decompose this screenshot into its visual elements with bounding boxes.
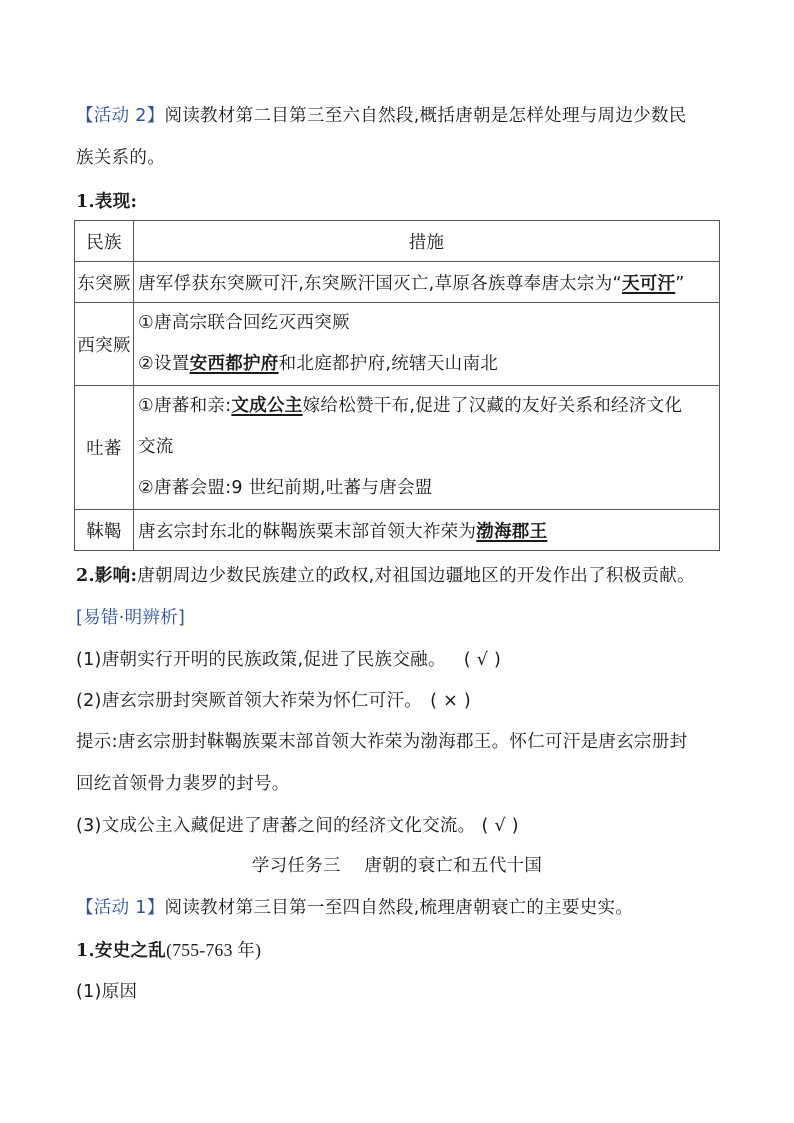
keyword: 天可汗 <box>621 273 676 294</box>
judge-mark: ( × ) <box>430 691 472 711</box>
measure-text: 唐玄宗封东北的靺鞨族粟末部首领大祚荣为 <box>138 521 477 542</box>
judge-title: [易错·明辨析] <box>76 608 186 628</box>
keyword: 渤海郡王 <box>476 521 548 542</box>
ethnic-cell: 靺鞨 <box>75 510 134 551</box>
activity1-line <box>76 895 633 921</box>
ethnic-cell: 西突厥 <box>75 303 134 386</box>
table-row <box>75 303 720 386</box>
measures-table <box>74 220 720 551</box>
section2-text: 唐朝周边少数民族建立的政权,对祖国边疆地区的开发作出了积极贡献。 <box>137 566 695 586</box>
hint-line1: 提示:唐玄宗册封靺鞨族粟末部首领大祚荣为渤海郡王。怀仁可汗是唐玄宗册封 <box>76 732 688 752</box>
table-row <box>75 510 720 551</box>
anshi-years: (755-763 年) <box>166 940 262 960</box>
measure-text: 唐军俘获东突厥可汗,东突厥汗国灭亡,草原各族尊奉唐太宗为“ <box>138 273 622 294</box>
header-ethnic: 民族 <box>75 221 134 262</box>
section1-title: 1.表现: <box>76 192 138 212</box>
measure-text: ②设置 <box>138 354 190 374</box>
measure-cell <box>134 303 720 386</box>
task3-title: 学习任务三 唐朝的衰亡和五代十国 <box>251 856 543 876</box>
measure-text-end: ” <box>675 273 685 294</box>
keyword: 文成公主 <box>231 396 303 416</box>
measure-line: ①唐高宗联合回纥灭西突厥 <box>138 313 350 333</box>
judge-item-1 <box>76 647 501 673</box>
judge-text: (2)唐玄宗册封突厥首领大祚荣为怀仁可汗。 <box>76 691 423 711</box>
measure-text: 和北庭都护府,统辖天山南北 <box>278 354 499 374</box>
measure-line: ②唐蕃会盟:9 世纪前期,吐蕃与唐会盟 <box>138 478 433 498</box>
judge-item-2 <box>76 688 471 714</box>
ethnic-cell: 吐蕃 <box>75 386 134 510</box>
header-measures: 措施 <box>134 221 720 262</box>
activity2-text-1: 阅读教材第二目第三至六自然段,概括唐朝是怎样处理与周边少数民 <box>164 106 687 126</box>
judge-item-3 <box>76 813 519 839</box>
activity1-label: 【活动 1】 <box>76 898 165 918</box>
activity2-line1 <box>76 103 687 129</box>
activity1-text: 阅读教材第三目第一至四自然段,梳理唐朝衰亡的主要史实。 <box>164 898 634 918</box>
judge-mark: ( √ ) <box>481 816 519 836</box>
cause-line: (1)原因 <box>76 982 138 1002</box>
activity2-label: 【活动 2】 <box>76 106 165 126</box>
judge-text: (1)唐朝实行开明的民族政策,促进了民族交融。 <box>76 650 446 670</box>
section2-label: 2.影响: <box>76 566 138 586</box>
measure-line <box>138 344 715 385</box>
judge-mark: ( √ ) <box>463 650 502 670</box>
anshi-line <box>76 937 261 964</box>
section2-line <box>76 563 695 589</box>
measure-text: 嫁给松赞干布,促进了汉藏的友好关系和经济文化 <box>302 396 683 416</box>
anshi-title: 1.安史之乱 <box>76 941 167 961</box>
keyword: 安西都护府 <box>189 354 279 374</box>
table-row <box>75 386 720 510</box>
hint-line2: 回纥首领骨力裴罗的封号。 <box>76 774 290 794</box>
measure-line <box>138 386 715 427</box>
table-row <box>75 262 720 303</box>
measure-cell <box>134 386 720 510</box>
measure-cell <box>134 510 720 551</box>
measure-line: 交流 <box>138 437 174 457</box>
measure-text: ①唐蕃和亲: <box>138 396 232 416</box>
ethnic-cell: 东突厥 <box>75 262 134 303</box>
table-header-row <box>75 221 720 262</box>
activity2-line2: 族关系的。 <box>76 148 165 168</box>
judge-text: (3)文成公主入藏促进了唐蕃之间的经济文化交流。 <box>76 816 476 836</box>
measure-cell <box>134 262 720 303</box>
